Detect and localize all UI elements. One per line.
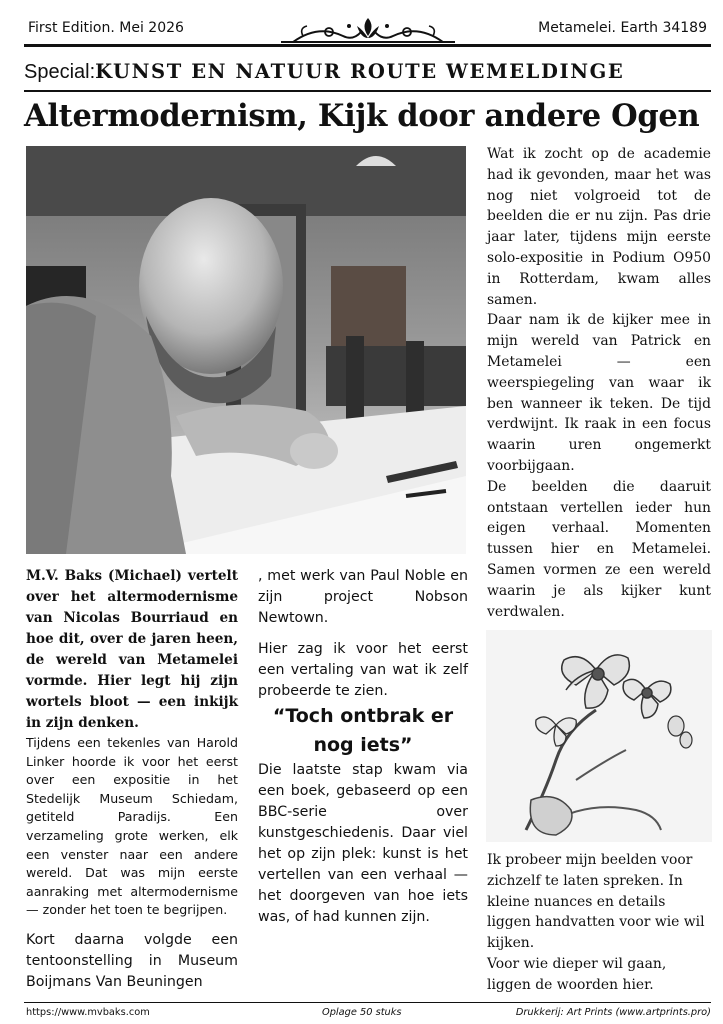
paragraph: Wat ik zocht op de academie had ik gevonden, maar het was nog niet volgroeid tot de beelden die er nu zijn. Pas drie jaar later, tijdens mijn eerste solo-expositie in Podium O950 in Rotterdam, kwam alles samen. (487, 146, 711, 308)
paragraph: Hier zag ik voor het eerst een vertaling van wat ik zelf probeerde te zien. (258, 641, 468, 699)
special-title: KUNST EN NATUUR ROUTE WEMELDINGE (95, 60, 625, 83)
footer-print-run: Oplage 50 stuks (322, 1007, 402, 1018)
paragraph: Ik probeer mijn beelden voor zichzelf te laten spreken. In kleine nuances en details liggen handvatten voor wie wil kijken. (487, 852, 705, 952)
paragraph: Kort daarna volgde een tentoonstelling in Museum Boijmans Van Beuningen (26, 931, 238, 990)
paragraph: Die laatste stap kwam via een boek, gebaseerd op een BBC-serie over kunstgeschiedenis. Daar viel het op zijn plek: kunst is het vertellen van een verhaal — het doorgeven van hoe iets was, of had kunnen zijn. (258, 762, 468, 925)
artist-photo (26, 146, 466, 554)
footer-website-link[interactable]: https://www.mvbaks.com (26, 1007, 150, 1018)
pull-quote: “Toch ontbrak er nog iets” (272, 705, 454, 756)
paragraph: De beelden die daaruit ontstaan vertellen ieder hun eigen verhaal. Momenten tussen hier en Metamelei. Samen vormen ze een wereld waarin je als kijker kunt verdwalen. (487, 478, 711, 620)
footer-rule (24, 1002, 711, 1003)
column-2 (258, 566, 468, 928)
paragraph: Tijdens een tekenles van Harold Linker hoorde ik voor het eerst over een expositie in het Stedelijk Museum Schiedam, getiteld Paradijs. Een verzameling grote werken, elk een venster naar een andere wereld. Dat was mijn eerste aanraking met altermodernisme — zonder het toen te begrijpen. (26, 735, 238, 918)
paragraph: Daar nam ik de kijker mee in mijn wereld van Patrick en Metamelei — een weerspiegeling van waar ik ben wanneer ik teken. De tijd verdwijnt. Ik raak in een focus waarin uren ongemerkt voorbijgaan. (487, 312, 711, 474)
paragraph: , met werk van Paul Noble en zijn project Nobson Newtown. (258, 568, 468, 626)
headline: Altermodernism, Kijk door andere Ogen (24, 98, 700, 134)
masthead-rule (24, 44, 711, 47)
column-3 (487, 144, 711, 622)
paragraph: Voor wie dieper wil gaan, liggen de woorden hier. (487, 955, 667, 993)
orchid-drawing (486, 630, 712, 842)
intro-paragraph: M.V. Baks (Michael) vertelt over het altermodernisme van Nicolas Bourriaud en hoe dit, over de jaren heen, de wereld van Metamelei vormde. Hier legt hij zijn wortels bloot — een inkijk in zijn denken. (26, 568, 238, 731)
column-1 (26, 566, 238, 993)
column-3-bottom (487, 850, 711, 996)
special-rule (24, 90, 711, 92)
edition-label: First Edition. Mei 2026 (28, 20, 184, 36)
special-banner (24, 60, 711, 84)
ornament-icon (273, 14, 463, 48)
issue-label: Metamelei. Earth 34189 (538, 20, 707, 36)
special-label: Special: (24, 61, 96, 83)
masthead (24, 14, 711, 44)
footer-printer: Drukkerij: Art Prints (www.artprints.pro) (515, 1007, 711, 1018)
